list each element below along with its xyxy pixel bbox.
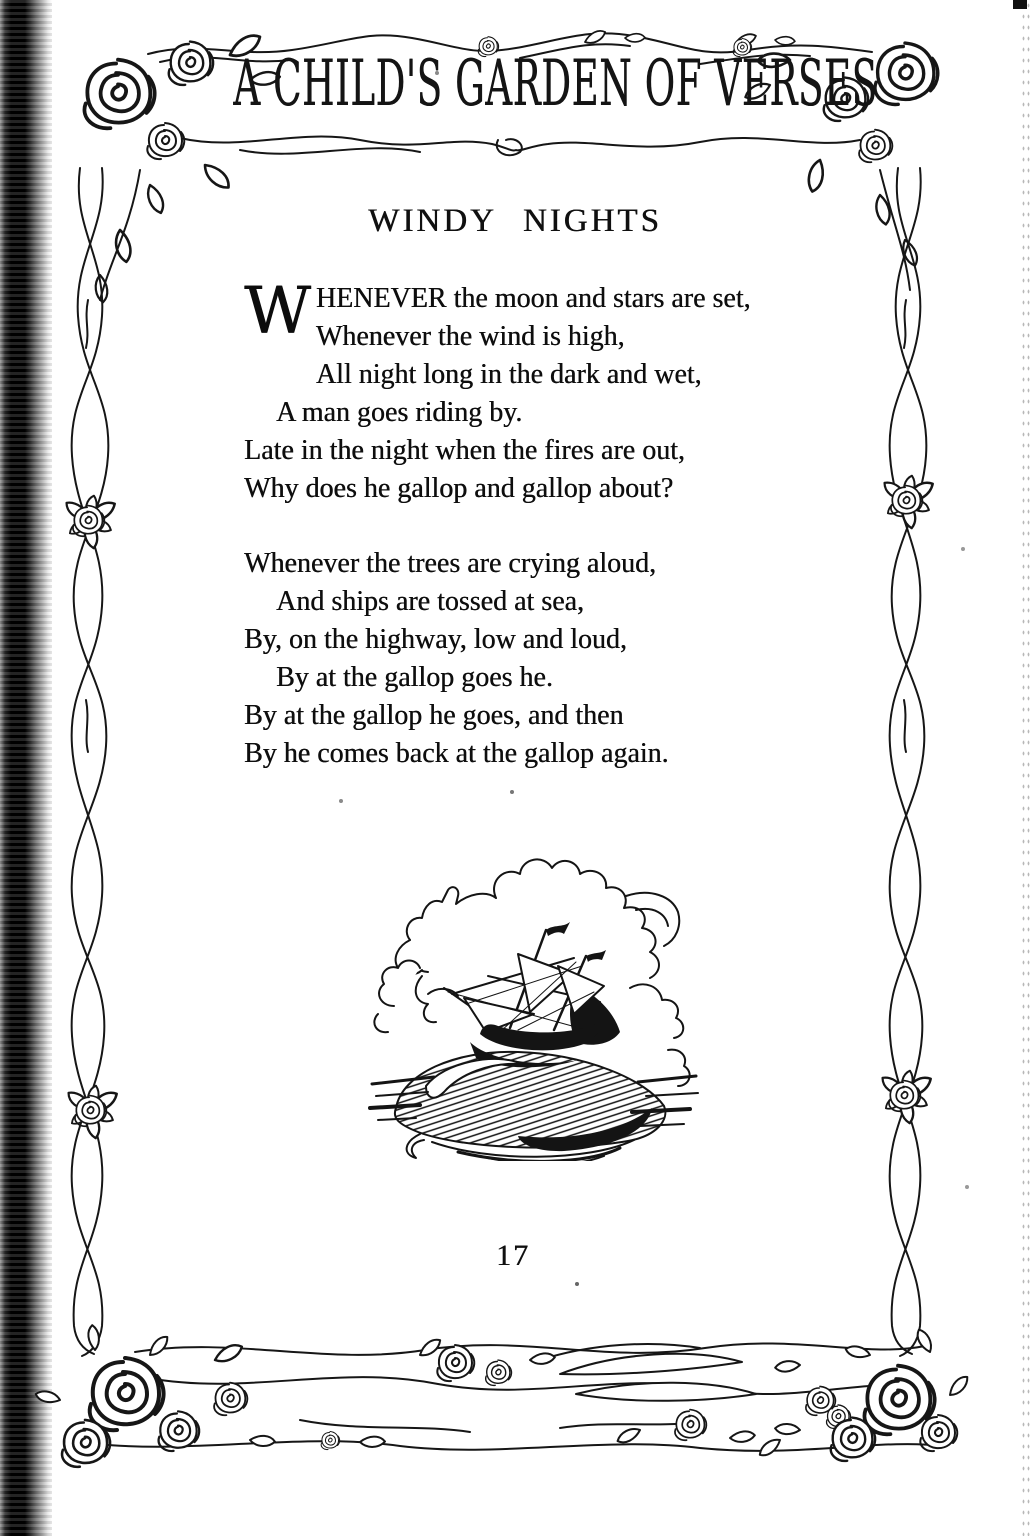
poem-line: All night long in the dark and wet,	[315, 359, 702, 390]
poem-line: By at the gallop goes he.	[276, 662, 553, 693]
book-title	[0, 47, 1000, 121]
rose-corner-bottom-left	[35, 1325, 276, 1467]
scan-specks	[0, 0, 2, 2]
poem-line: And ships are tossed at sea,	[276, 586, 584, 617]
poem-title: WINDY NIGHTS	[368, 203, 662, 239]
stanza-1	[244, 274, 834, 508]
book-title-text: A CHILD'S GARDEN OF VERSES	[233, 47, 878, 121]
poem-line-text: HENEVER the moon and stars are set,	[315, 283, 751, 314]
poem-text	[244, 274, 834, 773]
poem-line: By he comes back at the gallop again.	[244, 738, 669, 769]
storm-ship-illustration	[368, 846, 700, 1161]
sea-waves	[370, 1052, 698, 1161]
poem-line: Whenever the trees are crying aloud,	[244, 548, 657, 579]
poem-line: A man goes riding by.	[276, 397, 523, 428]
page-number: 17	[496, 1239, 530, 1272]
poem-line: By at the gallop he goes, and then	[244, 700, 624, 731]
drop-cap: W	[244, 274, 311, 349]
poem-line: Whenever the wind is high,	[315, 321, 625, 352]
stanza-2	[244, 545, 834, 773]
poem-line: Late in the night when the fires are out,	[244, 435, 685, 466]
poem-line: Why does he gallop and gallop about?	[244, 473, 674, 504]
poem-line: By, on the highway, low and loud,	[244, 624, 627, 655]
